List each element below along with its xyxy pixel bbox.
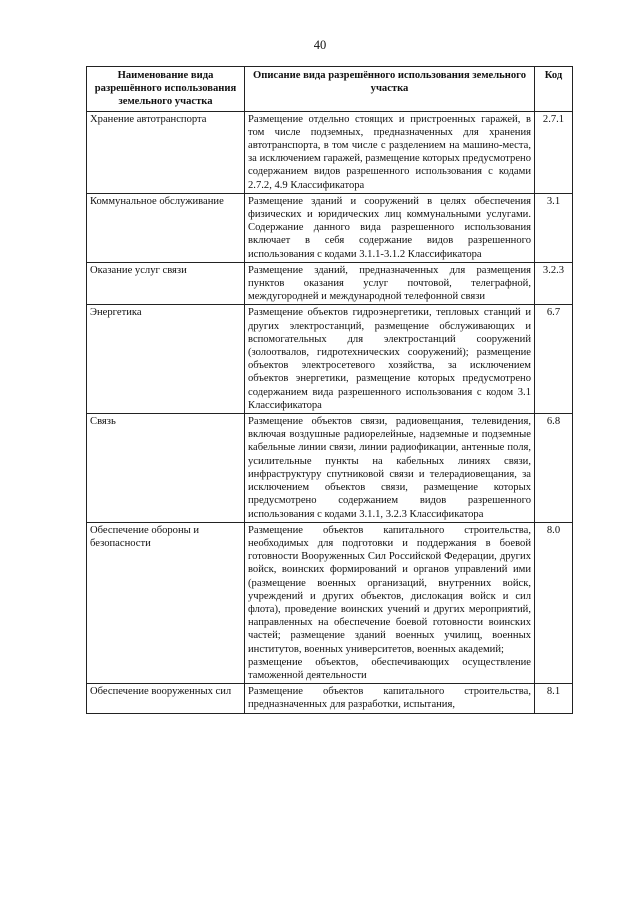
row-code: 6.7	[535, 305, 573, 414]
row-name: Хранение автотранспорта	[87, 111, 245, 193]
row-description: Размещение зданий и сооружений в целях обеспечения физических и юридических лиц коммунальными услугами. Содержание данного вида разрешенного использования включает в себя содержание видов разрешенного использования с кодами 3.1.1-3.1.2 Классификатора	[245, 193, 535, 262]
row-name: Оказание услуг связи	[87, 262, 245, 305]
row-name: Обеспечение обороны и безопасности	[87, 522, 245, 683]
table-row	[87, 684, 573, 713]
row-code: 3.2.3	[535, 262, 573, 305]
row-name: Обеспечение вооруженных сил	[87, 684, 245, 713]
row-code: 2.7.1	[535, 111, 573, 193]
table-row	[87, 305, 573, 414]
header-code: Код	[535, 67, 573, 112]
row-code: 6.8	[535, 414, 573, 523]
header-description: Описание вида разрешённого использования земельного участка	[245, 67, 535, 112]
land-use-table	[86, 66, 573, 714]
row-description: Размещение зданий, предназначенных для размещения пунктов оказания услуг почтовой, телеграфной, междугородней и международной телефонной связи	[245, 262, 535, 305]
row-description-extra: размещение объектов, обеспечивающих осуществление таможенной деятельности	[248, 656, 531, 681]
row-description-main: Размещение объектов капитального строительства, необходимых для подготовки и поддержания в боевой готовности Вооруженных Сил Российской Федерации, других войск, воинских формирований и органов управлений ими (размещение военных организаций, внутренних войск, учреждений и других объектов, дислокация войск и сил флота), проведение воинских учений и других мероприятий, направленных на обеспечение боевой готовности воинских частей; размещение зданий военных училищ, военных институтов, военных университетов, военных академий;	[248, 524, 531, 655]
table-row	[87, 111, 573, 193]
row-description: Размещение объектов капитального строительства, предназначенных для разработки, испытания,	[245, 684, 535, 713]
row-name: Связь	[87, 414, 245, 523]
page-number: 40	[313, 38, 327, 52]
row-name: Энергетика	[87, 305, 245, 414]
row-name: Коммунальное обслуживание	[87, 193, 245, 262]
row-description: Размещение объектов связи, радиовещания, телевидения, включая воздушные радиорелейные, надземные и подземные кабельные линии связи, линии радиофикации, антенные поля, усилительные пункты на кабельных линиях связи, инфраструктуру спутниковой связи и телерадиовещания, за исключением объектов связи, размещение которых предусмотрено содержанием видов разрешенного использования с кодами 3.1.1, 3.2.3 Классификатора	[245, 414, 535, 523]
table-row	[87, 262, 573, 305]
header-name: Наименование вида разрешённого использования земельного участка	[87, 67, 245, 112]
row-code: 3.1	[535, 193, 573, 262]
table-header-row	[87, 67, 573, 112]
table-row	[87, 522, 573, 683]
row-description: Размещение отдельно стоящих и пристроенных гаражей, в том числе подземных, предназначенных для хранения автотранспорта, в том числе с разделением на машино-места, за исключением гаражей, размещение которых предусмотрено содержанием видов разрешенного использования с кодами 2.7.2, 4.9 Классификатора	[245, 111, 535, 193]
row-description	[245, 522, 535, 683]
row-code: 8.1	[535, 684, 573, 713]
row-code: 8.0	[535, 522, 573, 683]
row-description: Размещение объектов гидроэнергетики, тепловых станций и других электростанций, размещение обслуживающих и вспомогательных для электростанций сооружений (золоотвалов, гидротехнических сооружений); размещение объектов электросетевого хозяйства, за исключением объектов энергетики, размещение которых предусмотрено содержанием вида разрешенного использования с кодом 3.1 Классификатора	[245, 305, 535, 414]
table-row	[87, 193, 573, 262]
table-row	[87, 414, 573, 523]
